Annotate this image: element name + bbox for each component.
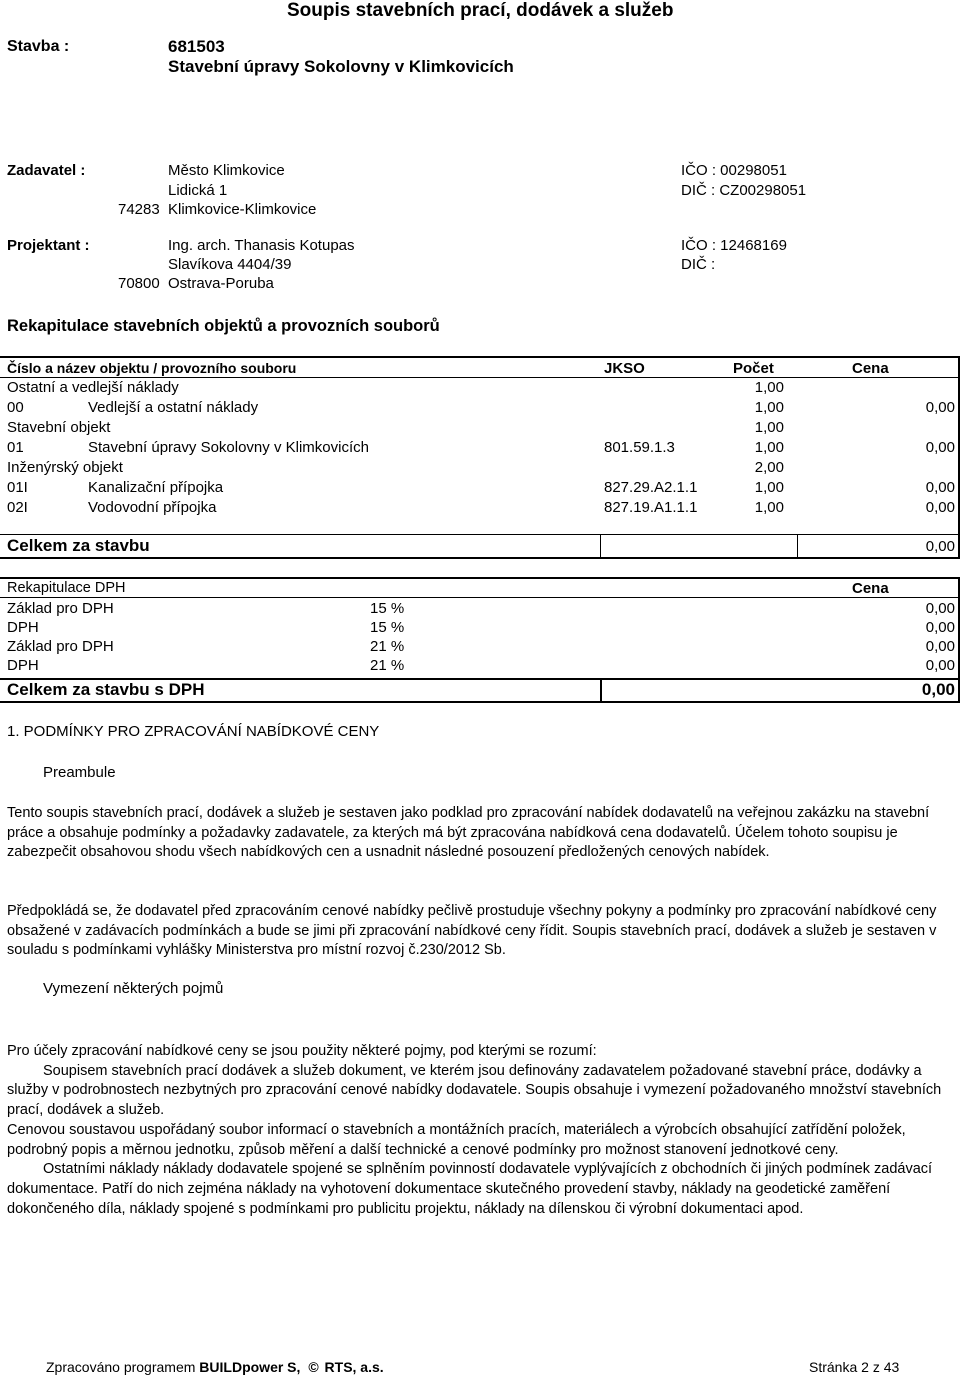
dph-row-rate: 21 % — [370, 657, 405, 674]
preambule-paragraph-1: Tento soupis stavebních prací, dodávek a služeb je sestaven jako podklad pro zpracování nabídek dodavatelů na veřejnou zakázku na stavební práce a obsahuje podmínky a požadavky zadavatele, za kterých má být zpracována nabídková cena dodavatelů. Účelem tohoto soupisu je zabezpečit obsahovou shodu všech nabídkových cen a usnadnit následné posouzení předložených cenových nabídek. — [7, 805, 930, 861]
row-jkso: 827.19.A1.1.1 — [604, 499, 698, 516]
row-count: 1,00 — [754, 499, 784, 516]
dph-row-value: 0,00 — [925, 619, 955, 636]
dph-price-header: Cena — [852, 580, 889, 597]
row-count: 2,00 — [754, 459, 784, 476]
zadavatel-label: Zadavatel : — [7, 162, 86, 179]
stavba-code: 681503 — [168, 37, 225, 56]
row-jkso: 801.59.1.3 — [604, 439, 675, 456]
row-name: Kanalizační přípojka — [88, 479, 224, 496]
row-name: Vedlejší a ostatní náklady — [88, 399, 259, 416]
dph-header-rule — [0, 597, 960, 598]
dph-header: Rekapitulace DPH — [7, 580, 126, 596]
section-title: 1. PODMÍNKY PRO ZPRACOVÁNÍ NABÍDKOVÉ CENY — [7, 723, 380, 740]
row-price: 0,00 — [925, 499, 955, 516]
projektant-city: Ostrava-Poruba — [168, 275, 274, 292]
document-title: Soupis stavebních prací, dodávek a služeb — [287, 0, 674, 21]
dph-total-divider — [600, 678, 602, 703]
zadavatel-street: Lidická 1 — [168, 182, 228, 199]
row-count: 1,00 — [754, 419, 784, 436]
projektant-zip: 70800 — [118, 275, 160, 292]
row-code: 01I — [7, 479, 28, 496]
stavba-label: Stavba : — [7, 38, 70, 55]
row-price: 0,00 — [925, 399, 955, 416]
table-top-rule — [0, 356, 960, 358]
zadavatel-city: Klimkovice-Klimkovice — [168, 201, 317, 218]
dph-total-value: 0,00 — [921, 680, 955, 699]
dph-row-rate: 21 % — [370, 638, 405, 655]
total-value: 0,00 — [925, 538, 955, 555]
projektant-label: Projektant : — [7, 237, 90, 254]
footer-program: BUILDpower S, — [199, 1359, 301, 1375]
table-header-rule — [0, 377, 960, 378]
vymezeni-title: Vymezení některých pojmů — [43, 980, 224, 997]
stavba-name: Stavební úpravy Sokolovny v Klimkovicích — [168, 57, 514, 76]
preambule-paragraph-2: Předpokládá se, že dodavatel před zpracováním cenové nabídky pečlivě prostuduje všechny pokyny a podmínky pro zpracování nabídkové ceny obsažené v zadávacích podmínkách a bude se jimi při zpracování nabídkové ceny řídit. Soupis stavebních prací, dodávek a služeb je sestaven v souladu s podmínkami vyhlášky Ministerstva pro místní rozvoj č.230/2012 Sb. — [7, 903, 937, 959]
row-count: 1,00 — [754, 399, 784, 416]
dph-row-value: 0,00 — [925, 657, 955, 674]
table-body-rule — [0, 534, 960, 535]
row-name: Inženýrský objekt — [7, 459, 123, 476]
dph-row-label: Základ pro DPH — [7, 600, 114, 617]
page-number: Stránka 2 z 43 — [809, 1359, 900, 1375]
vymezeni-intro: Pro účely zpracování nabídkové ceny se jsou použity některé pojmy, pod kterými se rozumí: — [7, 1043, 597, 1059]
zadavatel-zip: 74283 — [118, 201, 160, 218]
col-header-price: Cena — [852, 360, 889, 377]
dph-total-label: Celkem za stavbu s DPH — [7, 680, 205, 699]
row-count: 1,00 — [754, 379, 784, 396]
dph-row-label: DPH — [7, 619, 39, 636]
dph-row-rate: 15 % — [370, 619, 405, 636]
table-bottom-rule — [0, 557, 960, 559]
total-label: Celkem za stavbu — [7, 536, 150, 555]
projektant-street: Slavíkova 4404/39 — [168, 256, 292, 273]
row-name: Ostatní a vedlejší náklady — [7, 379, 179, 396]
row-count: 1,00 — [754, 439, 784, 456]
col-header-jkso: JKSO — [604, 360, 645, 377]
dph-row-rate: 15 % — [370, 600, 405, 617]
footer-company: RTS, a.s. — [324, 1359, 384, 1375]
footer-prefix: Zpracováno programem — [46, 1359, 200, 1375]
dph-row-label: Základ pro DPH — [7, 638, 114, 655]
vymezeni-definition-ostatni-naklady: Ostatními náklady náklady dodavatele spojené se splněním povinností dodavatele vyplývajících z obchodních či jiných podmínek zadávací dokumentace. Patří do nich zejména náklady na vyhotovení dokumentace skutečného provedení stavby, náklady na geodetické zaměření dokončeného díla, náklady spojené s podmínkami pro publicitu projektu, náklady na dílenskou či výrobní dokumentaci apod. — [7, 1161, 933, 1217]
row-price: 0,00 — [925, 439, 955, 456]
vymezeni-definition-soupis: Soupisem stavebních prací dodávek a služeb dokument, ve kterém jsou definovány zadavatelem požadované stavební práce, dodávky a služby v podrobnostech nezbytných pro zpracování cenové nabídky dodavatele. Soupis obsahuje i vymezení požadovaného množství stavebních prací, dodávek a služeb. — [7, 1062, 942, 1119]
row-name: Vodovodní přípojka — [88, 499, 217, 516]
row-code: 01 — [7, 439, 24, 456]
row-count: 1,00 — [754, 479, 784, 496]
zadavatel-ico: IČO : 00298051 — [681, 162, 787, 179]
row-name: Stavební objekt — [7, 419, 111, 436]
col-header-count: Počet — [733, 360, 774, 377]
preambule-title: Preambule — [43, 764, 116, 781]
row-code: 00 — [7, 399, 24, 416]
dph-bottom-rule — [0, 701, 960, 703]
projektant-name: Ing. arch. Thanasis Kotupas — [168, 237, 355, 254]
dph-row-value: 0,00 — [925, 638, 955, 655]
footer-left — [46, 1359, 384, 1375]
row-code: 02I — [7, 499, 28, 516]
zadavatel-dic: DIČ : CZ00298051 — [681, 182, 807, 199]
projektant-dic: DIČ : — [681, 256, 716, 273]
copyright-icon: © — [308, 1359, 319, 1375]
total-divider-1 — [600, 534, 601, 559]
recap-title: Rekapitulace stavebních objektů a provozních souborů — [7, 317, 440, 335]
dph-row-label: DPH — [7, 657, 39, 674]
row-name: Stavební úpravy Sokolovny v Klimkovicích — [88, 439, 369, 456]
total-divider-2 — [797, 534, 798, 559]
projektant-ico: IČO : 12468169 — [681, 237, 787, 254]
vymezeni-block — [7, 1042, 953, 1219]
col-header-name: Číslo a název objektu / provozního souboru — [7, 360, 297, 376]
vymezeni-definition-cenova-soustava: Cenovou soustavou uspořádaný soubor informací o stavebních a montážních pracích, materiálech a výrobcích obsahující zatřídění položek, podrobný popis a měrnou jednotku, způsob měření a další technické a cenové podmínky pro možnost stanovení jednotkové ceny. — [7, 1121, 906, 1158]
dph-top-rule — [0, 577, 960, 579]
row-price: 0,00 — [925, 479, 955, 496]
row-jkso: 827.29.A2.1.1 — [604, 479, 698, 496]
zadavatel-name: Město Klimkovice — [168, 162, 285, 179]
dph-row-value: 0,00 — [925, 600, 955, 617]
